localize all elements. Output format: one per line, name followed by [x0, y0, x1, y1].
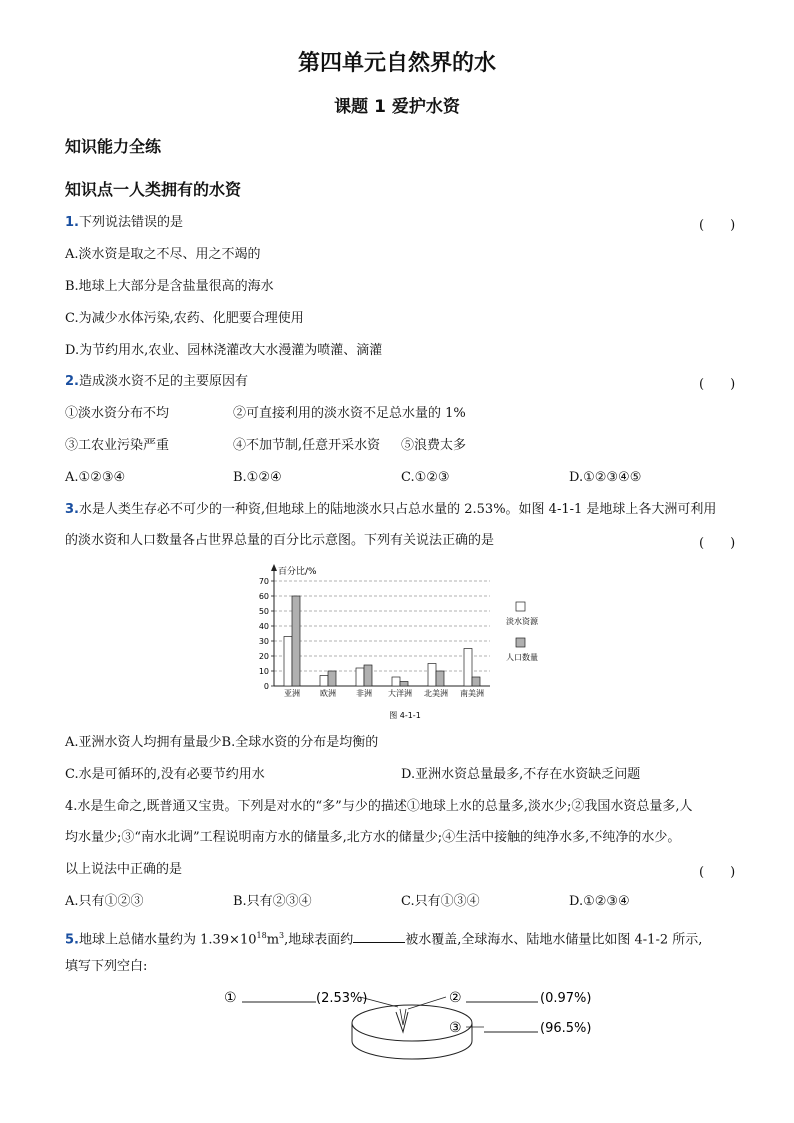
bar-freshwater: [464, 649, 472, 687]
y-tick-label: 70: [258, 577, 269, 586]
lesson-title: 课题 1 爱护水资: [334, 97, 460, 117]
y-tick-label: 30: [258, 637, 269, 646]
q2-option-d: D.①②③④⑤: [569, 470, 642, 485]
q4-option-d: D.①②③④: [569, 894, 630, 909]
q3-option-d: D.亚洲水资总量最多,不存在水资缺乏问题: [401, 767, 641, 782]
x-tick-label: 北美洲: [424, 689, 448, 698]
q5-text-a: 地球上总储水量约为 1.39×10: [78, 932, 257, 948]
q4-answer-bracket: ( ): [699, 865, 736, 880]
x-tick-label: 欧洲: [320, 689, 336, 698]
q3-option-ab: A.亚洲水资人均拥有量最少B.全球水资的分布是均衡的: [65, 735, 379, 750]
bar-population: [400, 682, 408, 687]
q5-text-c: ,地球表面约: [284, 932, 354, 948]
q1-text: 下列说法错误的是: [78, 215, 183, 230]
q1-option-c: C.为减少水体污染,农药、化肥要合理使用: [65, 311, 304, 326]
q2-option-a: A.①②③④: [65, 470, 126, 485]
label-1: ①: [224, 990, 237, 1006]
bar-freshwater: [392, 677, 400, 686]
q2-item-1: ①淡水资分布不均: [65, 406, 170, 421]
bar-population: [292, 596, 300, 686]
bar-freshwater: [320, 676, 328, 687]
q3-stem-line2: 的淡水资和人口数量各占世界总量的百分比示意图。下列有关说法正确的是: [65, 533, 495, 548]
q4-option-c: C.只有①③④: [401, 894, 480, 909]
y-axis-arrow: [271, 564, 277, 571]
bar-population: [364, 665, 372, 686]
q1-stem: [65, 214, 183, 232]
q2-stem: [65, 373, 248, 391]
bar-population: [328, 671, 336, 686]
q4-option-b: B.只有②③④: [233, 894, 312, 909]
q5-exponent: 18: [256, 931, 267, 940]
x-tick-label: 亚洲: [284, 689, 300, 698]
q5-text-d: 被水覆盖,全球海水、陆地水储量比如图 4-1-2 所示,: [405, 932, 703, 948]
q2-option-c: C.①②③: [401, 470, 450, 485]
q2-item-2: ②可直接利用的淡水资不足总水量的 1%: [233, 406, 466, 421]
percent-2: (0.97%): [540, 991, 592, 1006]
y-tick-label: 10: [258, 667, 269, 676]
q2-answer-bracket: ( ): [699, 377, 736, 392]
x-tick-label: 非洲: [356, 689, 372, 698]
section-practice: 知识能力全练: [65, 137, 162, 156]
bar-freshwater: [428, 664, 436, 687]
q3-number: 3.: [65, 502, 79, 517]
q4-line3: 以上说法中正确的是: [65, 862, 183, 877]
q3-text-1: 水是人类生存必不可少的一种资,但地球上的陆地淡水只占总水量的 2.53%。如图 4-1-1 是地球上各大洲可利用: [78, 502, 717, 517]
q5-number: 5.: [65, 932, 79, 948]
percent-3: (96.5%): [540, 1021, 592, 1036]
bar-freshwater: [284, 637, 292, 687]
label-3: ③: [449, 1020, 462, 1036]
q4-option-a: A.只有①②③: [65, 894, 144, 909]
bar-population: [472, 677, 480, 686]
q2-item-3: ③工农业污染严重: [65, 438, 170, 453]
legend-label: 人口数量: [506, 653, 538, 662]
q2-item-4: ④不加节制,任意开采水资: [233, 438, 381, 453]
q5-line2: 填写下列空白:: [65, 959, 148, 974]
q3-answer-bracket: ( ): [699, 536, 736, 551]
bar-population: [436, 671, 444, 686]
q2-number: 2.: [65, 374, 79, 389]
q5-unit-exponent: 3: [279, 931, 285, 940]
q4-number: 4.: [65, 799, 78, 814]
percent-1: (2.53%): [316, 991, 368, 1006]
x-tick-label: 南美洲: [460, 689, 484, 698]
q3-option-c: C.水是可循环的,没有必要节约用水: [65, 767, 265, 782]
q3-stem-line1: [65, 501, 716, 519]
q1-option-b: B.地球上大部分是含盐量很高的海水: [65, 279, 274, 294]
y-tick-label: 60: [258, 592, 269, 601]
q1-option-d: D.为节约用水,农业、园林浇灌改大水漫灌为喷灌、滴灌: [65, 343, 383, 358]
legend-swatch: [516, 602, 525, 611]
q5-line1: [65, 927, 702, 949]
q1-number: 1.: [65, 215, 79, 230]
q4-text-1: 水是生命之,既普通又宝贵。下列是对水的“多”与少的描述①地球上水的总量多,淡水少;②我国水资总量多,人: [77, 799, 693, 814]
q2-text: 造成淡水资不足的主要原因有: [78, 374, 248, 389]
y-tick-label: 0: [263, 682, 269, 691]
bar-freshwater: [356, 668, 364, 686]
q1-answer-bracket: ( ): [699, 218, 736, 233]
y-tick-label: 20: [258, 652, 269, 661]
q4-line2: 均水量少;③“南水北调”工程说明南方水的储量多,北方水的储量少;④生活中接触的纯净水多,不纯净的水少。: [65, 830, 681, 845]
unit-title: 第四单元自然界的水: [297, 51, 496, 76]
q4-line1: [65, 798, 692, 816]
q5-unit: m: [266, 932, 280, 948]
q2-option-b: B.①②④: [233, 470, 282, 485]
water-storage-diagram: [220, 985, 600, 1075]
chart-caption: 图 4-1-1: [389, 711, 421, 720]
y-axis-label: 百分比/%: [278, 567, 317, 577]
q5-blank[interactable]: [353, 930, 405, 943]
legend-label: 淡水资源: [506, 617, 538, 626]
label-2: ②: [449, 990, 462, 1006]
legend-swatch: [516, 638, 525, 647]
section-knowledge-point-1: 知识点一人类拥有的水资: [65, 180, 242, 199]
x-tick-label: 大洋洲: [388, 689, 412, 698]
bar-chart-figure: [250, 560, 560, 725]
q2-item-5: ⑤浪费太多: [401, 438, 467, 453]
y-tick-label: 40: [258, 622, 269, 631]
q1-option-a: A.淡水资是取之不尽、用之不竭的: [65, 247, 261, 262]
y-tick-label: 50: [258, 607, 269, 616]
